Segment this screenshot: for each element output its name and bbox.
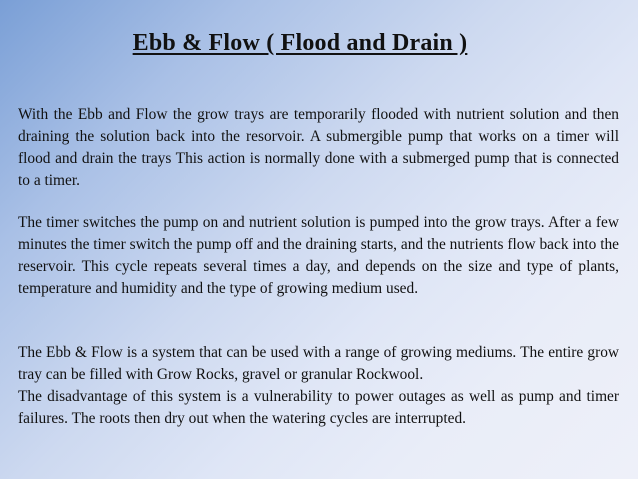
paragraph-mediums-and-disadvantage [18,342,619,430]
paragraph-text: The timer switches the pump on and nutrient solution is pumped into the grow trays. After a few minutes the timer switch the pump off and the draining starts, and the nutrients flow back into the reservoir. This cycle repeats several times a day, and depends on the size and type of plants, temperature and humidity and the type of growing medium used. [18,214,619,297]
paragraph-text: The disadvantage of this system is a vulnerability to power outages as well as pump and timer failures. The roots then dry out when the watering cycles are interrupted. [18,388,619,427]
paragraph-overview [18,104,619,192]
paragraph-text: With the Ebb and Flow the grow trays are temporarily flooded with nutrient solution and then draining the solution back into the resorvoir. A submergible pump that works on a timer will flood and drain the trays This action is normally done with a submerged pump that is connected to a timer. [18,106,619,189]
paragraph-text: The Ebb & Flow is a system that can be used with a range of growing mediums. The entire grow tray can be filled with Grow Rocks, gravel or granular Rockwool. [18,344,619,383]
slide-title: Ebb & Flow ( Flood and Drain ) [132,30,468,56]
paragraph-timer-cycle [18,212,619,300]
